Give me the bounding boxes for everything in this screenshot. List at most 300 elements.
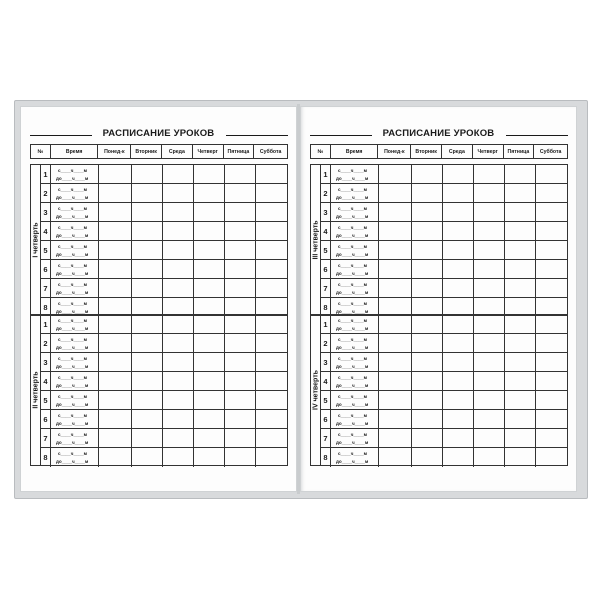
time-to: до____ч____м bbox=[56, 233, 89, 238]
time-from: с____ч____м bbox=[58, 206, 88, 211]
lesson-row bbox=[41, 203, 287, 222]
schedule-cell[interactable] bbox=[443, 165, 474, 183]
schedule-cell[interactable] bbox=[256, 334, 287, 352]
column-header: Вторник bbox=[131, 145, 162, 158]
schedule-cell[interactable] bbox=[256, 279, 287, 297]
column-header: Среда bbox=[162, 145, 193, 158]
lesson-number: 3 bbox=[41, 353, 51, 371]
lesson-time-cell[interactable] bbox=[331, 410, 379, 428]
title-rule bbox=[310, 135, 372, 136]
schedule-cell[interactable] bbox=[443, 353, 474, 371]
schedule-cell[interactable] bbox=[163, 334, 194, 352]
lesson-row bbox=[41, 315, 287, 334]
schedule-cell[interactable] bbox=[474, 353, 505, 371]
lesson-time-cell[interactable] bbox=[331, 391, 379, 409]
schedule-cell[interactable] bbox=[474, 203, 505, 221]
schedule-cell[interactable] bbox=[225, 353, 256, 371]
column-header: Среда bbox=[442, 145, 473, 158]
column-header: Понед-к bbox=[378, 145, 411, 158]
schedule-cell[interactable] bbox=[99, 353, 132, 371]
schedule-cell[interactable] bbox=[194, 315, 225, 333]
lesson-time-cell[interactable] bbox=[51, 315, 99, 333]
time-from: с____ч____м bbox=[58, 244, 88, 249]
schedule-cell[interactable] bbox=[256, 448, 287, 467]
time-to: до____ч____м bbox=[336, 214, 369, 219]
quarter-label: II четверть bbox=[32, 371, 39, 409]
lesson-number: 6 bbox=[41, 260, 51, 278]
schedule-cell[interactable] bbox=[99, 391, 132, 409]
schedule-cell[interactable] bbox=[163, 203, 194, 221]
lesson-number: 1 bbox=[321, 165, 331, 183]
column-header: Пятница bbox=[224, 145, 255, 158]
time-from: с____ч____м bbox=[338, 187, 368, 192]
schedule-cell[interactable] bbox=[99, 279, 132, 297]
schedule-cell[interactable] bbox=[163, 260, 194, 278]
schedule-cell[interactable] bbox=[132, 203, 163, 221]
lesson-time-cell[interactable] bbox=[331, 448, 379, 467]
schedule-cell[interactable] bbox=[412, 410, 443, 428]
schedule-cell[interactable] bbox=[443, 222, 474, 240]
schedule-cell[interactable] bbox=[194, 429, 225, 447]
schedule-cell[interactable] bbox=[194, 391, 225, 409]
lesson-number: 4 bbox=[41, 222, 51, 240]
schedule-cell[interactable] bbox=[163, 165, 194, 183]
lesson-row bbox=[321, 260, 567, 279]
quarter-block bbox=[30, 164, 288, 316]
schedule-cell[interactable] bbox=[379, 391, 412, 409]
schedule-cell[interactable] bbox=[132, 334, 163, 352]
schedule-cell[interactable] bbox=[256, 222, 287, 240]
schedule-cell[interactable] bbox=[474, 391, 505, 409]
lesson-time-cell[interactable] bbox=[331, 429, 379, 447]
lesson-number: 5 bbox=[41, 391, 51, 409]
lesson-row bbox=[41, 410, 287, 429]
lesson-time-cell[interactable] bbox=[51, 410, 99, 428]
lesson-time-cell[interactable] bbox=[51, 241, 99, 259]
time-to: до____ч____м bbox=[336, 309, 369, 314]
quarter-label: IV четверть bbox=[312, 370, 319, 410]
schedule-cell[interactable] bbox=[163, 391, 194, 409]
schedule-cell[interactable] bbox=[163, 410, 194, 428]
time-to: до____ч____м bbox=[56, 326, 89, 331]
schedule-cell[interactable] bbox=[412, 372, 443, 390]
lesson-time-cell[interactable] bbox=[331, 353, 379, 371]
schedule-cell[interactable] bbox=[163, 429, 194, 447]
schedule-cell[interactable] bbox=[256, 241, 287, 259]
schedule-cell[interactable] bbox=[163, 353, 194, 371]
schedule-cell[interactable] bbox=[99, 222, 132, 240]
schedule-cell[interactable] bbox=[474, 334, 505, 352]
schedule-cell[interactable] bbox=[194, 241, 225, 259]
schedule-cell[interactable] bbox=[194, 260, 225, 278]
time-from: с____ч____м bbox=[338, 375, 368, 380]
schedule-cell[interactable] bbox=[225, 241, 256, 259]
schedule-cell[interactable] bbox=[443, 334, 474, 352]
time-to: до____ч____м bbox=[336, 233, 369, 238]
schedule-cell[interactable] bbox=[225, 334, 256, 352]
lesson-row bbox=[321, 241, 567, 260]
schedule-cell[interactable] bbox=[163, 315, 194, 333]
schedule-cell[interactable] bbox=[412, 260, 443, 278]
lesson-time-cell[interactable] bbox=[51, 184, 99, 202]
schedule-cell[interactable] bbox=[412, 279, 443, 297]
lesson-time-cell[interactable] bbox=[331, 165, 379, 183]
lesson-time-cell[interactable] bbox=[51, 391, 99, 409]
schedule-cell[interactable] bbox=[536, 241, 567, 259]
schedule-cell[interactable] bbox=[256, 165, 287, 183]
lesson-number: 8 bbox=[321, 298, 331, 317]
schedule-cell[interactable] bbox=[379, 315, 412, 333]
schedule-cell[interactable] bbox=[99, 165, 132, 183]
lesson-time-cell[interactable] bbox=[51, 372, 99, 390]
schedule-cell[interactable] bbox=[132, 429, 163, 447]
lesson-number: 4 bbox=[321, 222, 331, 240]
schedule-cell[interactable] bbox=[194, 222, 225, 240]
schedule-cell[interactable] bbox=[505, 334, 536, 352]
schedule-cell[interactable] bbox=[505, 372, 536, 390]
schedule-cell[interactable] bbox=[225, 315, 256, 333]
schedule-cell[interactable] bbox=[225, 429, 256, 447]
time-from: с____ч____м bbox=[58, 375, 88, 380]
schedule-cell[interactable] bbox=[225, 391, 256, 409]
schedule-cell[interactable] bbox=[194, 165, 225, 183]
schedule-cell[interactable] bbox=[443, 429, 474, 447]
schedule-cell[interactable] bbox=[474, 184, 505, 202]
schedule-cell[interactable] bbox=[132, 448, 163, 467]
schedule-cell[interactable] bbox=[412, 448, 443, 467]
schedule-cell[interactable] bbox=[536, 184, 567, 202]
schedule-cell[interactable] bbox=[99, 429, 132, 447]
schedule-cell[interactable] bbox=[536, 260, 567, 278]
title-rule bbox=[506, 135, 568, 136]
schedule-cell[interactable] bbox=[256, 203, 287, 221]
schedule-cell[interactable] bbox=[536, 448, 567, 467]
schedule-cell[interactable] bbox=[132, 241, 163, 259]
lesson-time-cell[interactable] bbox=[51, 165, 99, 183]
schedule-cell[interactable] bbox=[132, 260, 163, 278]
lesson-time-cell[interactable] bbox=[331, 222, 379, 240]
schedule-cell[interactable] bbox=[536, 353, 567, 371]
lesson-row bbox=[321, 279, 567, 298]
schedule-cell[interactable] bbox=[132, 165, 163, 183]
schedule-cell[interactable] bbox=[443, 315, 474, 333]
schedule-cell[interactable] bbox=[412, 203, 443, 221]
time-from: с____ч____м bbox=[58, 282, 88, 287]
time-from: с____ч____м bbox=[58, 187, 88, 192]
schedule-cell[interactable] bbox=[132, 372, 163, 390]
time-from: с____ч____м bbox=[338, 244, 368, 249]
schedule-cell[interactable] bbox=[163, 184, 194, 202]
schedule-cell[interactable] bbox=[474, 279, 505, 297]
lesson-time-cell[interactable] bbox=[331, 203, 379, 221]
schedule-cell[interactable] bbox=[474, 222, 505, 240]
schedule-cell[interactable] bbox=[505, 222, 536, 240]
schedule-cell[interactable] bbox=[194, 203, 225, 221]
schedule-cell[interactable] bbox=[536, 165, 567, 183]
schedule-cell[interactable] bbox=[225, 260, 256, 278]
schedule-cell[interactable] bbox=[443, 184, 474, 202]
column-header: Понед-к bbox=[98, 145, 131, 158]
lesson-time-cell[interactable] bbox=[331, 184, 379, 202]
schedule-cell[interactable] bbox=[443, 241, 474, 259]
lesson-row bbox=[41, 372, 287, 391]
schedule-cell[interactable] bbox=[474, 429, 505, 447]
time-from: с____ч____м bbox=[58, 394, 88, 399]
lesson-row bbox=[321, 429, 567, 448]
schedule-cell[interactable] bbox=[225, 203, 256, 221]
schedule-cell[interactable] bbox=[412, 391, 443, 409]
schedule-cell[interactable] bbox=[132, 410, 163, 428]
schedule-cell[interactable] bbox=[536, 334, 567, 352]
schedule-cell[interactable] bbox=[379, 279, 412, 297]
schedule-cell[interactable] bbox=[379, 334, 412, 352]
schedule-cell[interactable] bbox=[379, 353, 412, 371]
time-from: с____ч____м bbox=[58, 356, 88, 361]
schedule-cell[interactable] bbox=[505, 315, 536, 333]
column-header: Четверг bbox=[473, 145, 504, 158]
lesson-time-cell[interactable] bbox=[331, 334, 379, 352]
schedule-cell[interactable] bbox=[379, 372, 412, 390]
schedule-cell[interactable] bbox=[474, 260, 505, 278]
schedule-cell[interactable] bbox=[163, 372, 194, 390]
lesson-row bbox=[321, 372, 567, 391]
schedule-cell[interactable] bbox=[225, 372, 256, 390]
schedule-cell[interactable] bbox=[225, 184, 256, 202]
lesson-time-cell[interactable] bbox=[51, 334, 99, 352]
schedule-cell[interactable] bbox=[194, 448, 225, 467]
lesson-time-cell[interactable] bbox=[331, 279, 379, 297]
time-from: с____ч____м bbox=[58, 168, 88, 173]
lesson-row bbox=[321, 334, 567, 353]
lesson-row bbox=[41, 260, 287, 279]
time-to: до____ч____м bbox=[336, 440, 369, 445]
page-left bbox=[20, 106, 297, 492]
schedule-cell[interactable] bbox=[225, 410, 256, 428]
schedule-cell[interactable] bbox=[99, 203, 132, 221]
lesson-time-cell[interactable] bbox=[331, 372, 379, 390]
schedule-cell[interactable] bbox=[474, 165, 505, 183]
schedule-cell[interactable] bbox=[194, 279, 225, 297]
lesson-row bbox=[41, 429, 287, 448]
schedule-cell[interactable] bbox=[379, 448, 412, 467]
schedule-cell[interactable] bbox=[474, 410, 505, 428]
schedule-cell[interactable] bbox=[132, 353, 163, 371]
time-to: до____ч____м bbox=[56, 309, 89, 314]
schedule-cell[interactable] bbox=[256, 315, 287, 333]
schedule-cell[interactable] bbox=[132, 279, 163, 297]
schedule-cell[interactable] bbox=[379, 429, 412, 447]
schedule-cell[interactable] bbox=[474, 241, 505, 259]
lesson-time-cell[interactable] bbox=[51, 353, 99, 371]
column-header: № bbox=[31, 145, 51, 158]
schedule-cell[interactable] bbox=[256, 372, 287, 390]
title-rule bbox=[30, 135, 92, 136]
time-to: до____ч____м bbox=[56, 195, 89, 200]
quarter-label-cell bbox=[311, 315, 321, 465]
lesson-row bbox=[321, 448, 567, 467]
schedule-cell[interactable] bbox=[412, 315, 443, 333]
lesson-time-cell[interactable] bbox=[331, 241, 379, 259]
schedule-cell[interactable] bbox=[536, 372, 567, 390]
time-from: с____ч____м bbox=[338, 225, 368, 230]
schedule-cell[interactable] bbox=[536, 222, 567, 240]
lesson-row bbox=[41, 241, 287, 260]
schedule-cell[interactable] bbox=[443, 260, 474, 278]
lesson-number: 2 bbox=[41, 334, 51, 352]
schedule-cell[interactable] bbox=[505, 448, 536, 467]
schedule-cell[interactable] bbox=[99, 184, 132, 202]
schedule-cell[interactable] bbox=[163, 448, 194, 467]
schedule-cell[interactable] bbox=[412, 184, 443, 202]
page-title: РАСПИСАНИЕ УРОКОВ bbox=[102, 128, 215, 139]
schedule-cell[interactable] bbox=[225, 448, 256, 467]
lesson-row bbox=[321, 184, 567, 203]
column-header: № bbox=[311, 145, 331, 158]
lesson-number: 8 bbox=[41, 298, 51, 317]
lesson-number: 5 bbox=[321, 241, 331, 259]
schedule-cell[interactable] bbox=[379, 241, 412, 259]
schedule-cell[interactable] bbox=[443, 279, 474, 297]
time-from: с____ч____м bbox=[338, 413, 368, 418]
schedule-cell[interactable] bbox=[225, 279, 256, 297]
lesson-row bbox=[41, 184, 287, 203]
schedule-cell[interactable] bbox=[505, 241, 536, 259]
lesson-row bbox=[41, 222, 287, 241]
schedule-cell[interactable] bbox=[379, 222, 412, 240]
schedule-cell[interactable] bbox=[474, 372, 505, 390]
column-header: Вторник bbox=[411, 145, 442, 158]
schedule-cell[interactable] bbox=[505, 410, 536, 428]
schedule-cell[interactable] bbox=[412, 241, 443, 259]
schedule-cell[interactable] bbox=[505, 184, 536, 202]
schedule-cell[interactable] bbox=[443, 410, 474, 428]
schedule-cell[interactable] bbox=[256, 429, 287, 447]
schedule-cell[interactable] bbox=[505, 279, 536, 297]
schedule-cell[interactable] bbox=[505, 165, 536, 183]
time-to: до____ч____м bbox=[336, 271, 369, 276]
lesson-time-cell[interactable] bbox=[51, 429, 99, 447]
schedule-cell[interactable] bbox=[443, 391, 474, 409]
schedule-cell[interactable] bbox=[536, 429, 567, 447]
time-to: до____ч____м bbox=[56, 440, 89, 445]
schedule-cell[interactable] bbox=[379, 410, 412, 428]
lesson-time-cell[interactable] bbox=[51, 260, 99, 278]
schedule-cell[interactable] bbox=[99, 315, 132, 333]
schedule-cell[interactable] bbox=[163, 241, 194, 259]
schedule-cell[interactable] bbox=[225, 222, 256, 240]
lesson-number: 5 bbox=[321, 391, 331, 409]
lesson-row bbox=[321, 410, 567, 429]
time-to: до____ч____м bbox=[56, 364, 89, 369]
schedule-cell[interactable] bbox=[412, 334, 443, 352]
schedule-cell[interactable] bbox=[194, 353, 225, 371]
lesson-time-cell[interactable] bbox=[51, 203, 99, 221]
lesson-number: 7 bbox=[321, 279, 331, 297]
schedule-cell[interactable] bbox=[412, 429, 443, 447]
schedule-cell[interactable] bbox=[536, 315, 567, 333]
quarter-label: I четверть bbox=[32, 222, 39, 258]
schedule-cell[interactable] bbox=[379, 165, 412, 183]
lesson-time-cell[interactable] bbox=[331, 315, 379, 333]
schedule-cell[interactable] bbox=[256, 410, 287, 428]
schedule-cell[interactable] bbox=[379, 203, 412, 221]
schedule-cell[interactable] bbox=[443, 203, 474, 221]
schedule-cell[interactable] bbox=[99, 241, 132, 259]
schedule-cell[interactable] bbox=[412, 165, 443, 183]
schedule-cell[interactable] bbox=[379, 260, 412, 278]
time-to: до____ч____м bbox=[336, 364, 369, 369]
lesson-row bbox=[41, 165, 287, 184]
schedule-cell[interactable] bbox=[505, 353, 536, 371]
schedule-cell[interactable] bbox=[256, 260, 287, 278]
schedule-cell[interactable] bbox=[163, 222, 194, 240]
lesson-row bbox=[321, 203, 567, 222]
schedule-cell[interactable] bbox=[99, 372, 132, 390]
schedule-cell[interactable] bbox=[194, 334, 225, 352]
time-to: до____ч____м bbox=[56, 383, 89, 388]
schedule-cell[interactable] bbox=[225, 165, 256, 183]
lesson-row bbox=[41, 353, 287, 372]
schedule-cell[interactable] bbox=[443, 372, 474, 390]
schedule-cell[interactable] bbox=[536, 203, 567, 221]
lesson-time-cell[interactable] bbox=[51, 448, 99, 467]
schedule-cell[interactable] bbox=[132, 391, 163, 409]
lesson-number: 8 bbox=[321, 448, 331, 467]
lesson-number: 4 bbox=[321, 372, 331, 390]
lesson-time-cell[interactable] bbox=[51, 279, 99, 297]
quarter-label-cell bbox=[31, 165, 41, 315]
schedule-cell[interactable] bbox=[412, 222, 443, 240]
lesson-time-cell[interactable] bbox=[51, 222, 99, 240]
schedule-cell[interactable] bbox=[474, 448, 505, 467]
lesson-row bbox=[321, 222, 567, 241]
schedule-cell[interactable] bbox=[505, 203, 536, 221]
time-to: до____ч____м bbox=[56, 421, 89, 426]
schedule-cell[interactable] bbox=[536, 391, 567, 409]
schedule-cell[interactable] bbox=[132, 222, 163, 240]
schedule-cell[interactable] bbox=[194, 410, 225, 428]
schedule-cell[interactable] bbox=[443, 448, 474, 467]
schedule-cell[interactable] bbox=[194, 184, 225, 202]
lesson-time-cell[interactable] bbox=[331, 260, 379, 278]
schedule-cell[interactable] bbox=[505, 391, 536, 409]
schedule-cell[interactable] bbox=[505, 260, 536, 278]
schedule-cell[interactable] bbox=[536, 279, 567, 297]
schedule-cell[interactable] bbox=[256, 184, 287, 202]
schedule-cell[interactable] bbox=[99, 334, 132, 352]
schedule-cell[interactable] bbox=[474, 315, 505, 333]
schedule-cell[interactable] bbox=[99, 260, 132, 278]
schedule-cell[interactable] bbox=[536, 410, 567, 428]
schedule-cell[interactable] bbox=[412, 353, 443, 371]
quarter-label: III четверть bbox=[312, 220, 319, 260]
schedule-cell[interactable] bbox=[379, 184, 412, 202]
column-header: Пятница bbox=[504, 145, 535, 158]
schedule-cell[interactable] bbox=[194, 372, 225, 390]
schedule-cell[interactable] bbox=[163, 279, 194, 297]
schedule-cell[interactable] bbox=[132, 315, 163, 333]
schedule-cell[interactable] bbox=[256, 391, 287, 409]
time-to: до____ч____м bbox=[336, 326, 369, 331]
schedule-cell[interactable] bbox=[99, 448, 132, 467]
schedule-cell[interactable] bbox=[505, 429, 536, 447]
schedule-cell[interactable] bbox=[132, 184, 163, 202]
schedule-cell[interactable] bbox=[99, 410, 132, 428]
schedule-cell[interactable] bbox=[256, 353, 287, 371]
quarter-label-cell bbox=[31, 315, 41, 465]
lesson-number: 7 bbox=[321, 429, 331, 447]
quarter-block bbox=[310, 314, 568, 466]
